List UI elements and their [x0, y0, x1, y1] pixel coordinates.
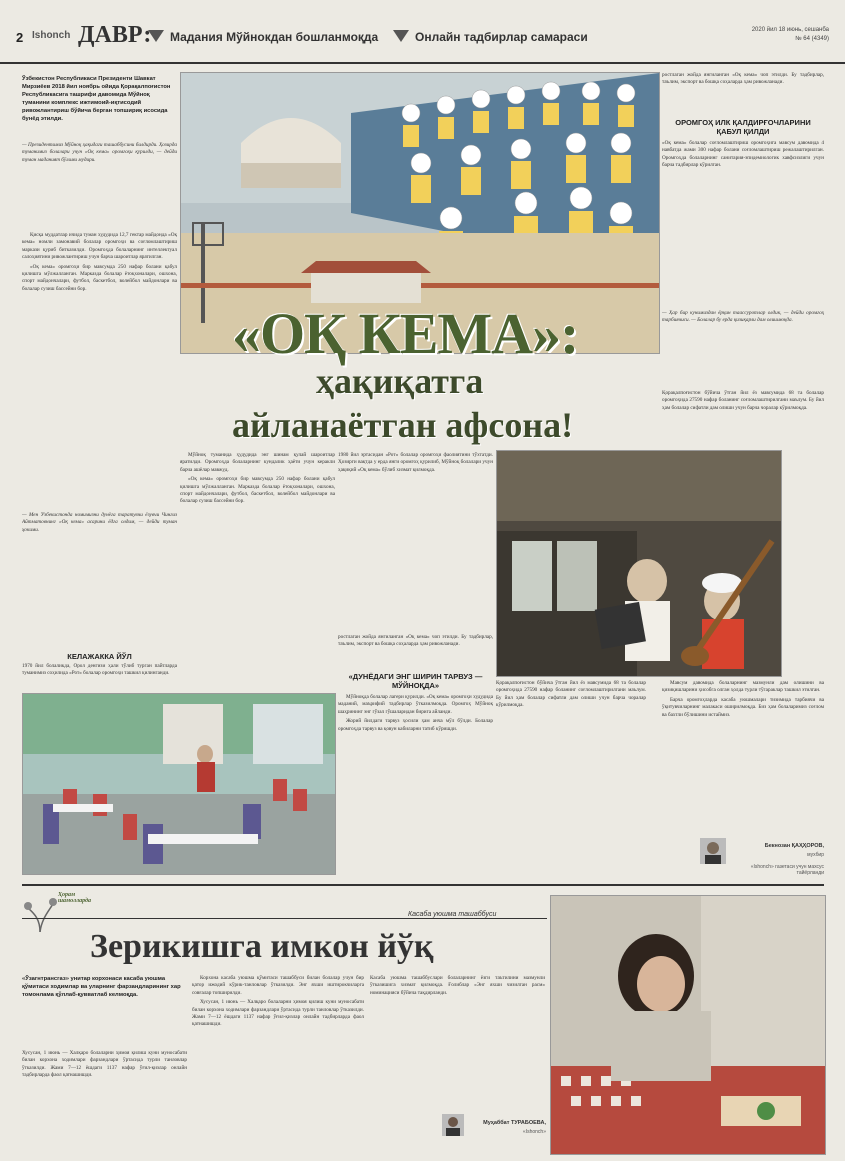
quote-1: — Президентимиз Мўйноқ ҳақидаги ташаббусини билдирди. Ҳозирда туманимиз болалари учун «Оқ кема» оромгоҳи қурилди, — дейди туман маданият бўлими мудири.: [22, 142, 177, 163]
brand-name: Ishonch: [32, 30, 71, 41]
subhead-tarvuz: «ДУНЁДАГИ ЭНГ ШИРИН ТАРВУЗ — МЎЙНОҚДА»: [348, 672, 483, 690]
bottom-body-3: Касаба уюшма ташаббуслари болаларнинг ёзги таътилини мазмунли ўтказишига хизмат қилмоқда. Ғолиблар «Энг яхши чизилган расм» номинацияси бўйича тақдирланди.: [370, 975, 545, 996]
flower-icon: [22, 892, 58, 932]
quote-2: — Мен Ўзбекистонда номимизни дунёга таратувчи ёзувчи Чингиз Айтматовнинг «Оқ кема» асарини ёдга олдим, — дейди туман ҳокими.: [22, 512, 177, 533]
quote-3: — Ҳар бир кунимиздан ёрқин таассуротлар олдик, — дейди оромгоҳ тарбиячиси. — Болалар бу ерда қизиқарли дам олишмоқда.: [662, 310, 824, 324]
article-lead: Ўзбекистон Республикаси Президенти Шавкат Мирзиёев 2018 йил ноябрь ойида Қорақалпоғистон Республикасига ташрифи давомида Мўйноқ туманини комплекс ижтимоий-иқтисодий ривожлантириш бўйича берган топшириқ исосида бунёд этилди.: [22, 76, 171, 122]
photo-credit: «Ishonch» газетаси учун махсус тайёрланди: [750, 864, 824, 876]
article-body-4: Мўйноқ туманида ҳудудида энг шинам қулай шароитлар яратилди. Оромгоҳда болаларнинг кундалик ҳаёти учун керакли барча ашёлар мавжуд. «Оқ кема» оромгоҳи бир мавсумда 250 нафар болани қабул қилишга мўлжалланган. Марказда болалар ётоқхоналари, ошхона, спорт майдончалари, футбол, баскетбол, волейбол майдонлари ва болалар сузиш бассейни бор.: [180, 452, 335, 505]
article-body-10b: Қорақалпоғистон бўйича ўтган йил ёз мавсумида 68 та болалар оромгоҳида 27590 нафар боланинг соғломлаштирилгани маълум. Бу йил ҳам болалар сифатли дам олиши учун барча чоралар кўрилмоқда.: [662, 390, 824, 411]
page-number: 2: [16, 30, 24, 45]
article-body-10: Қорақалпоғистон бўйича ўтган йил ёз мавсумида 68 та болалар оромгоҳида 27590 нафар боланинг соғломлаштирилгани маълум. Бу йил ҳам болалар сифатли дам олиши учун барча чоралар кўрилмоқда.: [496, 680, 646, 709]
author-name: Бекнозан ҚАҲҲОРОВ,: [764, 843, 824, 849]
subhead-oromgoh: ОРОМГОҲ ИЛК ҚАЛДИРҒОЧЛАРИНИ ҚАБУЛ ҚИЛДИ: [675, 118, 811, 136]
section-title: ДАВР:: [78, 22, 152, 48]
section-divider: [22, 884, 824, 886]
article-subtitle-a: ҳақиқатга: [316, 361, 484, 401]
bottom-author-name: Муҳаббат ТУРАБОЕВА,: [483, 1120, 546, 1126]
bottom-body-1: Хусусан, 1 июнь — Халқаро болаларни ҳимоя қилиш куни муносабати билан корхона ходимлари фарзандлари ўртасида турли танловлар ўтказилди. Жами 7—12 ёшдаги 1137 нафар ўғил-қизлар онлайн тадбирларда фаол қатнашишди.: [22, 1050, 187, 1079]
author-role: мухбир: [807, 852, 824, 858]
article-subtitle-b: айланаётган афсона!: [232, 405, 574, 445]
article-body-6: ростлаган жойда янгиланган «Оқ кема» чоп этилди. Бу тадбирлар, таълим, экспорт ва бошқа соҳаларда ҳам ривожланади.: [338, 634, 493, 648]
header-subtitle-1: Мадания Мўйнокдан бошланмоқда: [170, 30, 379, 44]
bottom-body-2: Корхона касаба уюшма қўмитаси ташаббуси билан болалар учун бир қатор ижодий кўрик-танловлар ўтказилди. Энг яхши иштирокчиларга совғалар топширилди. Хусусан, 1 июнь — Халқаро болаларни ҳимоя қилиш куни муносабати билан корхона ходимлари фарзандлари ўртасида турли танловлар ўтказилди. Жами 7—12 ёшдаги 1137 нафар ўғил-қизлар онлайн тадбирларда фаол қатнашишди.: [192, 975, 364, 1028]
section-tag: Касаба уюшма ташаббуси: [404, 911, 500, 918]
article-body-9: «Оқ кема» болалар соғломлаштириш оромгоҳига мавсум давомида 4 навбатда жами 300 нафар болани соғломлаштириш режалаштирилган. Оромгоҳда болаларнинг санитария-эпидемиологик хавфсизлиги учун барча тадбирлар кўрилган.: [662, 140, 824, 169]
article-body-1: Қисқа муддатлар ичида туман худудида 12,7 гектар майдонда «Оқ кема» номли замонавий болалар оромгоҳи ва соғломлаштириш маркази қуриб битказилди. Оромгоҳда болаларнинг интеллектуал салоҳиятини ривожлантириш учун барча шароитлар яратилган. «Оқ кема» оромгоҳи бир мавсумда 250 нафар болани қабул қилишга мўлжалланган. Марказда болалар ётоқхоналари, ошхона, спорт майдончалари, футбол, баскетбол, волейбол майдонлари ва болалар сузиш бассейни бор.: [22, 232, 177, 292]
header-subtitle-2: Онлайн тадбирлар самараси: [415, 30, 588, 44]
triangle-icon: [393, 30, 409, 42]
bottom-author-role: «Ishonch»: [522, 1129, 546, 1135]
article-title: «ОҚ КЕМА»:: [232, 301, 579, 366]
triangle-icon: [148, 30, 164, 42]
article-body-7: Мўйноқда болалар лагери қурилди. «Оқ кема» оромгоҳи худудида маданий, маърифий тадбирлар ўтказилмоқда. Оромгоҳ Мўйноқ шаҳрининг энг гўзал гўшаларидан бирига айланди. Жорий йилдаги тарвуз ҳосили ҳам анча мўл бўлди. Болалар оромгоҳда тарвуз ва қовун кабиларни татиб кўришди.: [338, 694, 493, 732]
article-body-11: Мавсум давомида болаларнинг мазмунли дам олишини ва қизиқишларини ҳисобга олган ҳолда турли тўгараклар ташкил этилган. Барча оромгоҳларда касаба уюшмалари тизимида тарбиячи ва ўқитувчиларнинг малакаси оширилмоқда. Биз ҳам болаларимиз соғлом ва бахтли бўлишини истаймиз.: [662, 680, 824, 718]
bottom-lead: «Ўзагнтрансгаз» унитар корхонаси касаба уюшма қўмитаси ходимлар ва уларнинг фарзандларининг хар томонлама қўллаб-қувватлаб келмоқда.: [22, 976, 181, 998]
issue-date: 2020 йил 18 июнь, сешанба № 64 (4349): [751, 27, 829, 42]
subhead-kelajakka: КЕЛАЖАККА ЙЎЛ: [67, 652, 132, 661]
author-avatar: [700, 838, 726, 864]
corner-badge: Ҳорам шамолларда: [58, 892, 92, 904]
article-body-3: 1970 йил болаликда, Орол денгизи ҳали тўлиб турган пайтларда туманимиз соҳилида «Рот» болалар оромгоҳи ташкил қилинганди.: [22, 663, 177, 677]
dining-hall-photo: [22, 693, 336, 875]
bottom-title: Зерикишга имкон йўқ: [90, 928, 434, 965]
article-body-9a: ростлаган жойда янгиланган «Оқ кема» чоп этилди. Бу тадбирлар, таълим, экспорт ва бошқа соҳаларда ҳам ривожланади.: [662, 72, 824, 86]
girl-crafts-photo: [550, 895, 826, 1155]
tag-rule: [22, 918, 547, 919]
article-body-5: 1980 йил эртасидан «Рот» болалар оромгоҳи фаолиятини тўхтатди. Ҳозирги вақтда у ерда янги оромгоҳ қурилиб, Мўйноқ болалари учун ҳақиқий «Оқ кема» бўлиб хизмат қилмоқда.: [338, 452, 493, 473]
